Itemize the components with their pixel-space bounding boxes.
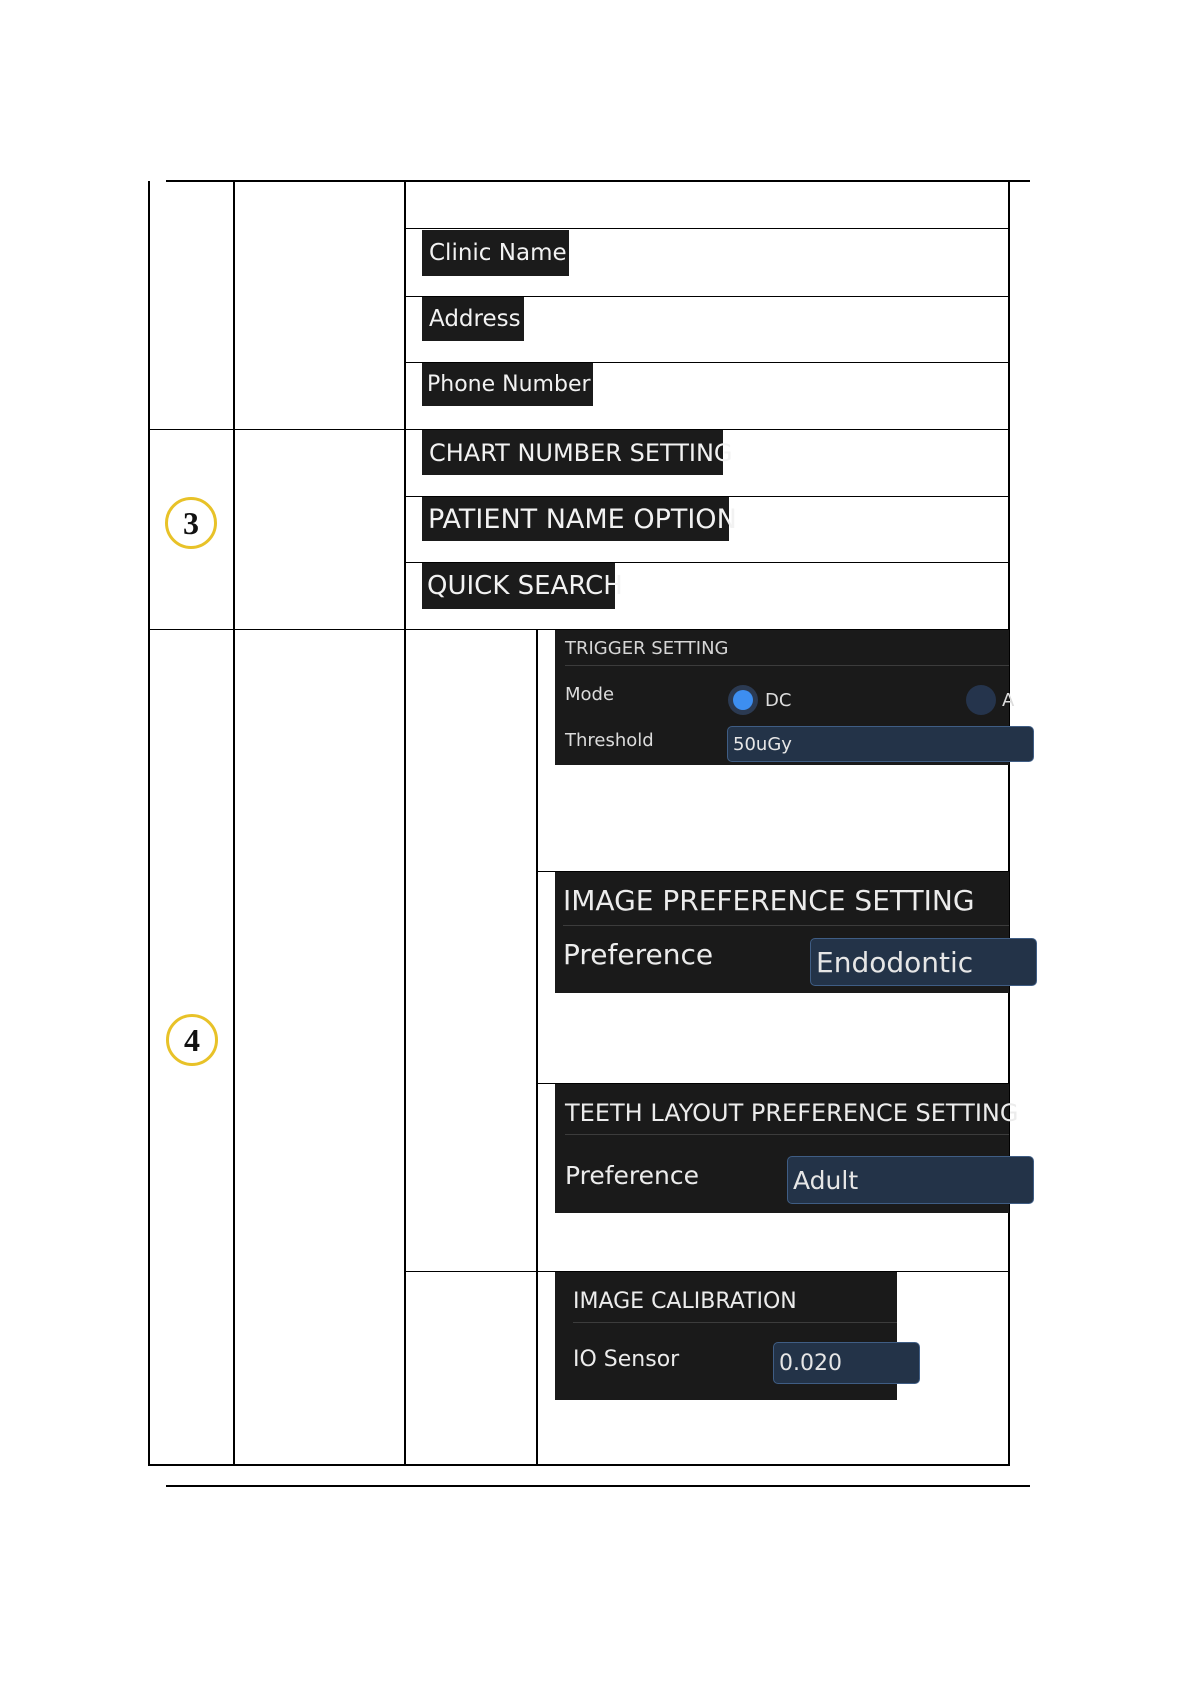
table-col-divider-2 (404, 181, 406, 1465)
address-label: Address (422, 297, 524, 341)
teeth-layout-select[interactable]: Adult (787, 1156, 1034, 1204)
row-number-3: 3 (165, 497, 217, 549)
mode-label: Mode (565, 684, 615, 705)
mode-dc-radio[interactable] (728, 685, 758, 715)
teeth-layout-title: TEETH LAYOUT PREFERENCE SETTING (565, 1099, 1019, 1127)
trigger-setting-panel (555, 630, 1015, 765)
image-preference-label: Preference (563, 938, 714, 971)
teeth-layout-label: Preference (565, 1161, 700, 1190)
table-border-left (148, 181, 150, 1465)
io-sensor-label: IO Sensor (573, 1347, 680, 1372)
phone-number-label: Phone Number (422, 363, 593, 406)
image-calibration-title: IMAGE CALIBRATION (573, 1289, 797, 1314)
clinic-name-label: Clinic Name (422, 230, 569, 276)
table-col-divider-1 (233, 181, 235, 1465)
image-preference-title: IMAGE PREFERENCE SETTING (563, 884, 975, 917)
image-preference-panel (555, 872, 1009, 993)
mode-other-label: A (1002, 690, 1015, 711)
chart-number-setting-label: CHART NUMBER SETTING (422, 430, 723, 475)
threshold-input[interactable]: 50uGy (727, 726, 1034, 762)
image-preference-select[interactable]: Endodontic (810, 938, 1037, 986)
quick-search-label: QUICK SEARCH (422, 563, 615, 609)
bottom-rule (166, 1485, 1030, 1487)
threshold-label: Threshold (565, 730, 654, 751)
table-border-right (1008, 181, 1010, 1465)
table-border-bottom (148, 1464, 1010, 1466)
trigger-setting-title: TRIGGER SETTING (565, 638, 729, 659)
patient-name-option-label: PATIENT NAME OPTION (422, 497, 729, 541)
radio-dot-icon (733, 690, 753, 710)
table-col-divider-3 (536, 629, 538, 1465)
teeth-layout-panel (555, 1084, 1019, 1213)
mode-other-radio[interactable] (966, 685, 996, 715)
image-calibration-panel (555, 1272, 897, 1400)
io-sensor-input[interactable]: 0.020 (773, 1342, 920, 1384)
row-number-4: 4 (166, 1014, 218, 1066)
mode-dc-label: DC (765, 690, 792, 711)
row-line-clinic-top (405, 228, 1009, 229)
